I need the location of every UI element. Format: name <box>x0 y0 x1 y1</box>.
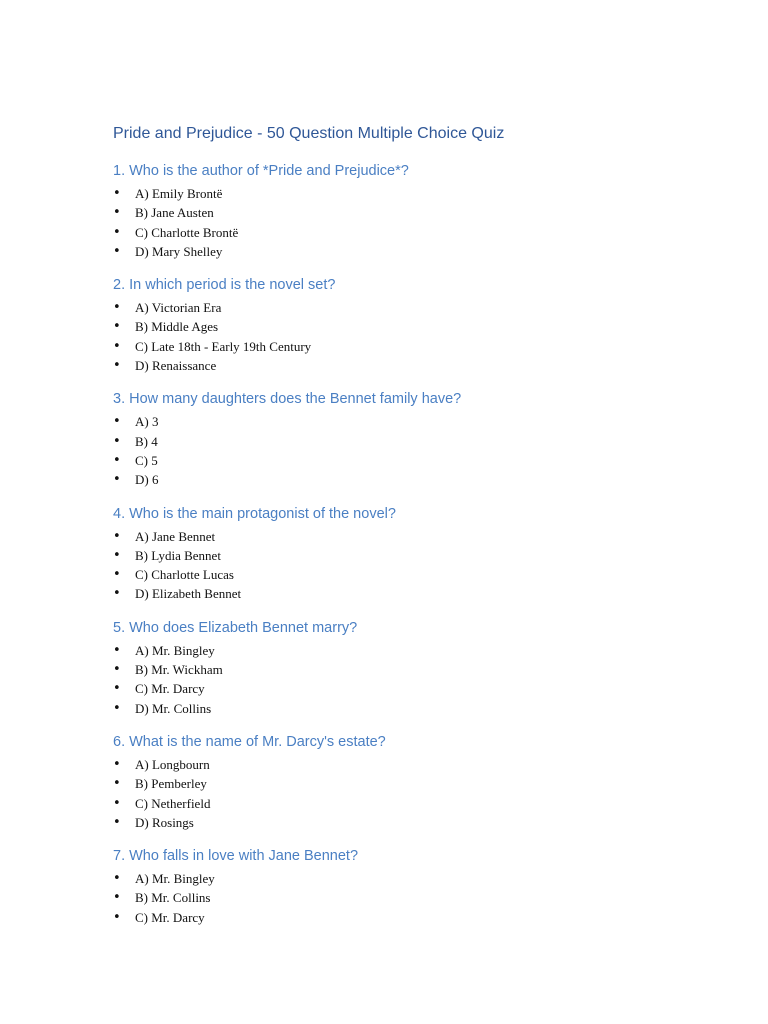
answer-option <box>113 242 733 261</box>
bullet-icon: • <box>113 186 121 201</box>
answer-option-text: B) Mr. Collins <box>135 890 211 906</box>
answer-options-list <box>113 755 733 832</box>
bullet-icon: • <box>113 358 121 374</box>
question-heading: 6. What is the name of Mr. Darcy's estate? <box>113 733 386 750</box>
bullet-icon: • <box>113 586 121 602</box>
bullet-icon: • <box>113 776 121 792</box>
answer-option <box>113 774 733 793</box>
bullet-icon: • <box>113 300 121 316</box>
answer-option <box>113 451 733 470</box>
answer-option-text: D) Elizabeth Bennet <box>135 586 242 602</box>
bullet-icon: • <box>113 433 121 449</box>
question-heading: 3. How many daughters does the Bennet family have? <box>113 391 462 408</box>
answer-option <box>113 184 733 203</box>
answer-option-text: A) Jane Bennet <box>135 528 216 544</box>
answer-option <box>113 298 733 317</box>
answer-option-text: A) Longbourn <box>135 756 210 772</box>
answer-option <box>113 223 733 242</box>
answer-option <box>113 794 733 813</box>
answer-option <box>113 565 733 584</box>
question-block <box>113 504 733 604</box>
answer-option <box>113 470 733 489</box>
answer-option-text: B) Pemberley <box>135 776 207 792</box>
answer-options-list <box>113 184 733 261</box>
bullet-icon: • <box>113 890 121 906</box>
answer-option <box>113 679 733 698</box>
answer-option-text: A) Mr. Bingley <box>135 871 215 887</box>
answer-option-text: A) Victorian Era <box>135 300 222 316</box>
answer-option <box>113 527 733 546</box>
answer-option-text: B) 4 <box>135 433 158 449</box>
answer-option <box>113 337 733 356</box>
question-block <box>113 846 733 927</box>
answer-option-text: D) 6 <box>135 472 159 488</box>
answer-option-text: B) Middle Ages <box>135 319 219 335</box>
answer-options-list <box>113 527 733 604</box>
answer-option <box>113 412 733 431</box>
bullet-icon: • <box>113 205 121 221</box>
answer-option-text: C) Mr. Darcy <box>135 681 205 697</box>
bullet-icon: • <box>113 319 121 335</box>
answer-option <box>113 869 733 888</box>
answer-option <box>113 546 733 565</box>
answer-option <box>113 641 733 660</box>
question-block <box>113 389 733 489</box>
answer-option-text: A) Emily Brontë <box>135 186 223 201</box>
answer-option <box>113 699 733 718</box>
answer-option <box>113 813 733 832</box>
answer-option-text: C) Netherfield <box>135 795 211 811</box>
question-heading: 2. In which period is the novel set? <box>113 277 336 294</box>
question-list <box>113 161 733 927</box>
bullet-icon: • <box>113 814 121 830</box>
question-block <box>113 161 733 261</box>
bullet-icon: • <box>113 795 121 811</box>
answer-option <box>113 356 733 375</box>
bullet-icon: • <box>113 338 121 354</box>
answer-option <box>113 317 733 336</box>
bullet-icon: • <box>113 472 121 488</box>
bullet-icon: • <box>113 414 121 430</box>
answer-options-list <box>113 869 733 927</box>
answer-option <box>113 203 733 222</box>
answer-option-text: B) Lydia Bennet <box>135 547 221 563</box>
answer-option-text: D) Mary Shelley <box>135 243 223 259</box>
question-heading: 7. Who falls in love with Jane Bennet? <box>113 848 359 865</box>
answer-option-text: D) Renaissance <box>135 358 217 374</box>
answer-option <box>113 432 733 451</box>
answer-options-list <box>113 412 733 489</box>
answer-option-text: D) Mr. Collins <box>135 700 212 716</box>
bullet-icon: • <box>113 452 121 468</box>
bullet-icon: • <box>113 756 121 772</box>
answer-option-text: B) Jane Austen <box>135 205 214 221</box>
bullet-icon: • <box>113 567 121 583</box>
bullet-icon: • <box>113 642 121 658</box>
answer-option <box>113 908 733 927</box>
answer-option-text: A) Mr. Bingley <box>135 642 215 658</box>
answer-option-text: C) Charlotte Brontë <box>135 224 239 240</box>
bullet-icon: • <box>113 662 121 678</box>
answer-option-text: C) Mr. Darcy <box>135 909 205 925</box>
answer-options-list <box>113 641 733 718</box>
bullet-icon: • <box>113 871 121 887</box>
page-title: Pride and Prejudice - 50 Question Multiple Choice Quiz <box>113 125 505 142</box>
question-heading: 5. Who does Elizabeth Bennet marry? <box>113 619 358 636</box>
answer-option-text: C) Late 18th - Early 19th Century <box>135 338 312 354</box>
answer-option-text: A) 3 <box>135 414 159 430</box>
bullet-icon: • <box>113 909 121 925</box>
answer-option-text: C) Charlotte Lucas <box>135 567 234 583</box>
question-heading: 4. Who is the main protagonist of the novel? <box>113 505 396 522</box>
bullet-icon: • <box>113 224 121 240</box>
answer-option <box>113 660 733 679</box>
bullet-icon: • <box>113 700 121 716</box>
bullet-icon: • <box>113 547 121 563</box>
answer-option-text: B) Mr. Wickham <box>135 662 223 678</box>
question-block <box>113 732 733 832</box>
question-heading: 1. Who is the author of *Pride and Prejudice*? <box>113 163 409 179</box>
answer-options-list <box>113 298 733 375</box>
bullet-icon: • <box>113 528 121 544</box>
answer-option-text: D) Rosings <box>135 814 194 830</box>
answer-option-text: C) 5 <box>135 452 158 468</box>
bullet-icon: • <box>113 243 121 259</box>
answer-option <box>113 584 733 603</box>
answer-option <box>113 755 733 774</box>
bullet-icon: • <box>113 681 121 697</box>
question-block <box>113 618 733 718</box>
question-block <box>113 275 733 375</box>
answer-option <box>113 888 733 907</box>
document-page <box>113 123 733 941</box>
